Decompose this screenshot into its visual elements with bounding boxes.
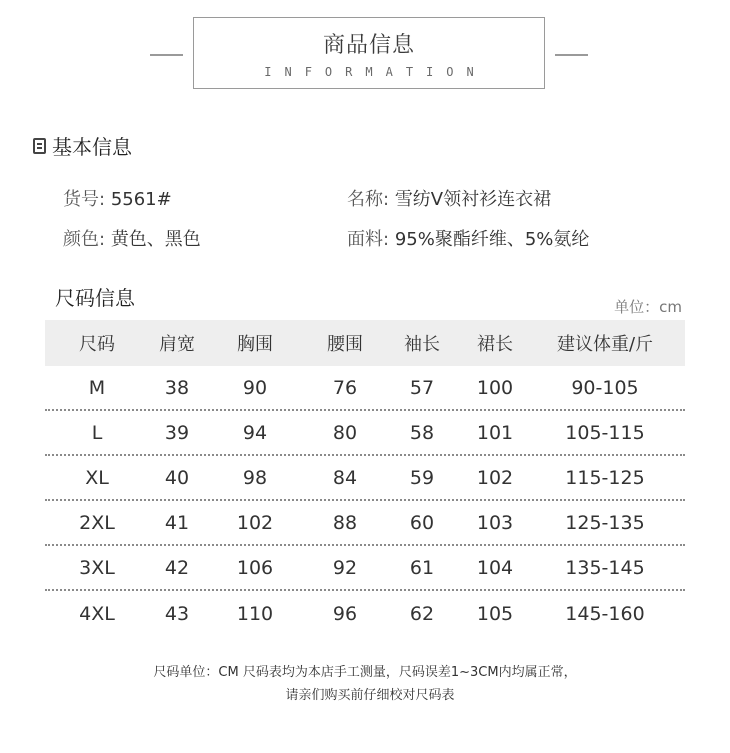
- basic-info-title: 基本信息: [52, 135, 132, 159]
- table-cell: 135-145: [565, 556, 645, 579]
- product-color: [63, 225, 201, 251]
- header-cell-size: 尺码: [79, 334, 115, 355]
- measurement-note-line2: 请亲们购买前仔细校对尺码表: [285, 688, 455, 703]
- table-cell: 40: [164, 466, 190, 489]
- measurement-note-line1: 尺码单位：CM 尺码表均为本店手工测量，尺码误差1~3CM内均属正常，: [153, 665, 577, 680]
- fabric-value: 95%聚酯纤维、5%氨纶: [394, 229, 590, 250]
- header-line-left: [150, 54, 183, 56]
- table-cell: 76: [332, 376, 358, 399]
- table-cell: 103: [476, 511, 514, 534]
- table-row: [45, 591, 685, 636]
- item-number: [63, 185, 172, 211]
- table-cell: XL: [85, 466, 109, 489]
- table-cell: 110: [236, 602, 274, 625]
- size-info-title: 尺码信息: [55, 286, 135, 310]
- table-cell: 41: [164, 511, 190, 534]
- table-cell: 92: [332, 556, 358, 579]
- table-cell: 61: [409, 556, 435, 579]
- table-row: [45, 546, 685, 591]
- table-cell: 4XL: [79, 602, 115, 625]
- product-name-value: 雪纺V领衬衫连衣裙: [394, 189, 552, 210]
- color-label: 颜色:: [63, 229, 106, 250]
- table-cell: 60: [409, 511, 435, 534]
- header-title: 商品信息: [322, 33, 415, 58]
- table-cell: 98: [242, 466, 268, 489]
- table-cell: 104: [476, 556, 514, 579]
- table-cell: 94: [242, 421, 268, 444]
- table-cell: 39: [164, 421, 190, 444]
- basic-info-heading: [33, 131, 132, 160]
- table-cell: 38: [164, 376, 190, 399]
- header-cell-waist: 腰围: [327, 334, 363, 355]
- table-row: [45, 411, 685, 456]
- table-cell: 102: [476, 466, 514, 489]
- header-cell-sleeve: 袖长: [404, 334, 440, 355]
- table-cell: 145-160: [565, 602, 645, 625]
- table-cell: 106: [236, 556, 274, 579]
- table-cell: 96: [332, 602, 358, 625]
- header-line-right: [555, 54, 588, 56]
- table-row: [45, 366, 685, 411]
- table-cell: 42: [164, 556, 190, 579]
- item-number-label: 货号:: [63, 189, 106, 210]
- table-cell: 84: [332, 466, 358, 489]
- table-cell: 59: [409, 466, 435, 489]
- table-cell: 101: [476, 421, 514, 444]
- table-cell: 90-105: [571, 376, 639, 399]
- table-cell: 57: [409, 376, 435, 399]
- table-cell: 62: [409, 602, 435, 625]
- header-cell-bust: 胸围: [237, 334, 273, 355]
- unit-label: 单位：cm: [614, 298, 682, 316]
- table-row: [45, 456, 685, 501]
- table-cell: 43: [164, 602, 190, 625]
- item-number-value: 5561#: [110, 189, 172, 210]
- color-value: 黄色、黑色: [110, 229, 201, 250]
- table-row: [45, 501, 685, 546]
- table-cell: 105-115: [565, 421, 645, 444]
- header-cell-weight: 建议体重/斤: [556, 334, 654, 355]
- table-cell: 90: [242, 376, 268, 399]
- table-cell: 88: [332, 511, 358, 534]
- table-cell: 80: [332, 421, 358, 444]
- table-cell: 102: [236, 511, 274, 534]
- header-cell-shoulder: 肩宽: [159, 334, 195, 355]
- product-name: [347, 185, 551, 211]
- fabric-label: 面料:: [347, 229, 390, 250]
- table-cell: L: [91, 421, 103, 444]
- product-name-label: 名称:: [347, 189, 390, 210]
- section-header: [193, 17, 545, 89]
- table-cell: 115-125: [565, 466, 645, 489]
- table-cell: 58: [409, 421, 435, 444]
- header-cell-length: 裙长: [477, 334, 513, 355]
- size-table-header: [45, 320, 685, 366]
- table-cell: 100: [476, 376, 514, 399]
- table-cell: 2XL: [79, 511, 115, 534]
- table-cell: M: [88, 376, 106, 399]
- document-icon: [33, 138, 46, 154]
- table-cell: 3XL: [79, 556, 115, 579]
- product-fabric: [347, 225, 589, 251]
- table-cell: 125-135: [565, 511, 645, 534]
- header-subtitle: INFORMATION: [264, 65, 487, 79]
- table-cell: 105: [476, 602, 514, 625]
- size-table: [45, 320, 685, 636]
